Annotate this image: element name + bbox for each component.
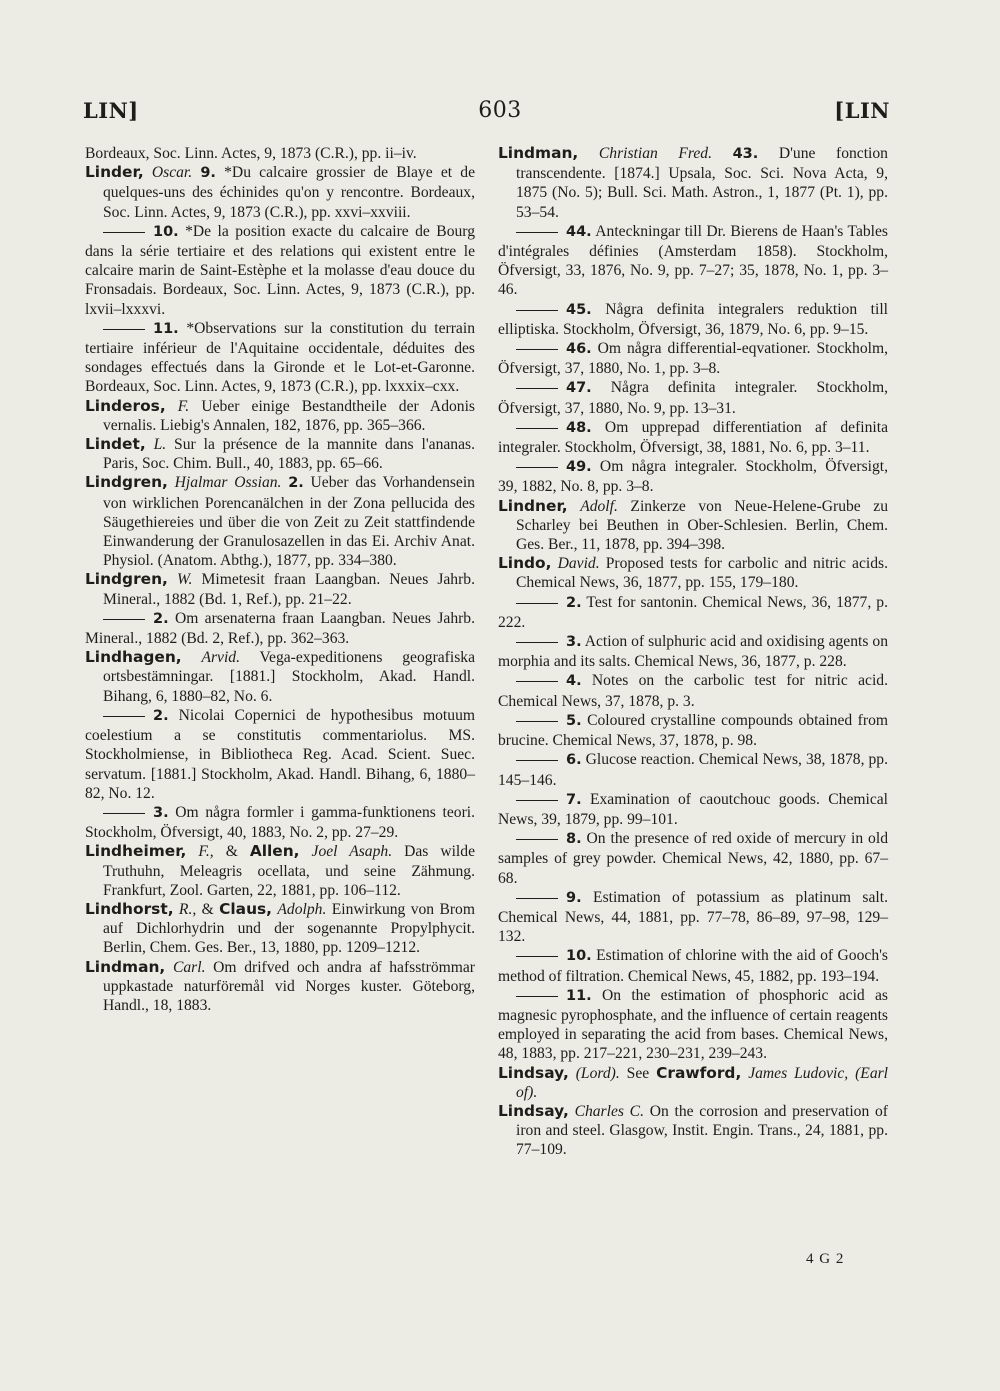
coauthor-given-name: Joel Asaph. bbox=[311, 843, 393, 861]
author-name: Linderos, bbox=[85, 396, 166, 415]
ditto-dash bbox=[516, 428, 558, 429]
ditto-dash bbox=[516, 349, 558, 350]
entry-number: 46. bbox=[566, 341, 592, 358]
entry-text: Om några differential-eqvationer. Stockholm, Öfversigt, 37, 1880, No. 1, pp. 3–8. bbox=[498, 340, 888, 378]
entry-number: 10. bbox=[566, 948, 592, 965]
entry-text: On the corrosion and preservation of iron and steel. Glasgow, Instit. Engin. Trans., 24, 1881, pp. 77–109. bbox=[516, 1102, 888, 1159]
entry-number: 7. bbox=[566, 791, 582, 808]
coauthor-name: Claus, bbox=[219, 899, 273, 918]
author-name: Lindet, bbox=[85, 435, 146, 454]
entry-number: 5. bbox=[566, 712, 582, 729]
signature-mark: 4 G 2 bbox=[806, 1251, 845, 1267]
ditto-dash bbox=[516, 721, 558, 722]
bibliography-entry bbox=[85, 435, 475, 473]
author-given-name: (Lord). bbox=[575, 1064, 620, 1082]
ditto-dash bbox=[516, 956, 558, 957]
bibliography-entry bbox=[85, 609, 475, 648]
bibliography-entry bbox=[498, 671, 888, 710]
author-name: Lindo, bbox=[498, 554, 552, 573]
author-name: Lindhorst, bbox=[85, 899, 174, 918]
author-given-name: Arvid. bbox=[201, 649, 240, 667]
bibliography-entry bbox=[498, 829, 888, 888]
entry-text: Ueber das Vorhandensein von wirklichen Porencanälchen in der Zona pellucida des Säugethiereies und über die von Zeit zu Zeit stattfindende Einwanderung der Granulosazellen in das Ei. Archiv Anat. Physiol. (Anatom. Abthg.), 1877, pp. 334–380. bbox=[103, 474, 475, 570]
entry-text: *Observations sur la constitution du terrain tertiaire inférieur de l'Aquitaine occidentale, déduites des sondages effectués dans la Gironde et le Lot-et-Garonne. Bordeaux, Soc. Linn. Actes, 9, 1873 (C.R.), pp. lxxxix–cxx. bbox=[85, 319, 475, 396]
coauthor-given-name: Adolph. bbox=[277, 900, 327, 918]
cross-reference-name: Crawford, bbox=[656, 1063, 742, 1082]
entry-text: On the estimation of phosphoric acid as magnesic pyrophosphate, and the influence of certain reagents employed in separating the acid from bases. Chemical News, 48, 1883, pp. 217–221, 230–231, 239–243. bbox=[498, 986, 888, 1063]
author-name: Lindheimer, bbox=[85, 842, 187, 861]
entry-number: 47. bbox=[566, 380, 592, 397]
left-column bbox=[85, 144, 475, 1015]
author-name: Linder, bbox=[85, 163, 144, 182]
bibliography-entry bbox=[498, 593, 888, 632]
bibliography-entry bbox=[498, 1102, 888, 1160]
running-head-left: LIN] bbox=[83, 98, 139, 123]
ditto-dash bbox=[103, 619, 145, 620]
ditto-dash bbox=[516, 232, 558, 233]
ditto-dash bbox=[103, 232, 145, 233]
coauthor-name: Allen, bbox=[249, 842, 300, 861]
author-given-name: Oscar. bbox=[151, 164, 193, 182]
author-given-name: Carl. bbox=[172, 958, 206, 976]
entry-number: 11. bbox=[153, 320, 179, 337]
author-name: Lindgren, bbox=[85, 570, 168, 589]
entry-number: 9. bbox=[566, 889, 582, 906]
bibliography-entry bbox=[498, 339, 888, 378]
bibliography-entry bbox=[85, 144, 475, 163]
conjunction: & bbox=[213, 843, 250, 861]
ditto-dash bbox=[103, 716, 145, 717]
entry-number: 11. bbox=[566, 987, 592, 1004]
conjunction: & bbox=[196, 900, 220, 918]
bibliography-entry bbox=[498, 750, 888, 789]
right-column bbox=[498, 144, 888, 1160]
entry-number: 48. bbox=[566, 419, 592, 436]
entry-number: 49. bbox=[566, 459, 592, 476]
bibliography-entry bbox=[498, 144, 888, 222]
author-name: Lindgren, bbox=[85, 473, 168, 492]
entry-text: Några definita integraler. Stockholm, Öfversigt, 37, 1880, No. 9, pp. 13–31. bbox=[498, 379, 888, 417]
ditto-dash bbox=[516, 642, 558, 643]
entry-text: Sur la présence de la mannite dans l'ananas. Paris, Soc. Chim. Bull., 40, 1883, pp. 65–66. bbox=[103, 436, 475, 473]
author-given-name: F. bbox=[177, 397, 190, 415]
ditto-dash bbox=[516, 760, 558, 761]
ditto-dash bbox=[516, 996, 558, 997]
entry-number: 2. bbox=[288, 475, 304, 492]
bibliography-entry bbox=[498, 378, 888, 417]
entry-text: Om några formler i gamma-funktionens teori. Stockholm, Öfversigt, 40, 1883, No. 2, pp. 27–29. bbox=[85, 803, 475, 842]
bibliography-entry bbox=[85, 319, 475, 397]
bibliography-entry bbox=[85, 706, 475, 803]
entry-text: Anteckningar till Dr. Bierens de Haan's Tables d'intégrales définies (Amsterdam 1858). Stockholm, Öfversigt, 33, 1876, No. 9, pp. 7–27; 35, 1878, No. 1, pp. 3–46. bbox=[498, 222, 888, 299]
entry-number: 10. bbox=[153, 223, 179, 240]
entry-number: 8. bbox=[566, 831, 582, 848]
author-name: Lindner, bbox=[498, 496, 568, 515]
bibliography-entry bbox=[498, 457, 888, 496]
entry-text: Ueber einige Bestandtheile der Adonis vernalis. Liebig's Annalen, 182, 1876, pp. 365–366. bbox=[103, 397, 475, 434]
bibliography-entry bbox=[85, 570, 475, 608]
ditto-dash bbox=[516, 839, 558, 840]
author-given-name: Charles C. bbox=[574, 1102, 644, 1120]
entry-number: 44. bbox=[566, 223, 592, 240]
entry-text: Einwirkung von Brom auf Dichlorhydrin und der sogenannte Propylphycit. Berlin, Chem. Ges. Ber., 13, 1880, pp. 1209–1212. bbox=[103, 900, 475, 957]
bibliography-entry bbox=[498, 1064, 888, 1102]
bibliography-entry bbox=[85, 803, 475, 842]
entry-number: 3. bbox=[153, 804, 169, 821]
author-given-name: David. bbox=[557, 555, 600, 573]
ditto-dash bbox=[516, 800, 558, 801]
entry-number: 9. bbox=[200, 165, 216, 182]
entry-text: See bbox=[619, 1064, 657, 1082]
entry-text: Test for santonin. Chemical News, 36, 1877, p. 222. bbox=[498, 593, 888, 631]
entry-number: 2. bbox=[153, 707, 169, 724]
bibliography-entry bbox=[498, 497, 888, 555]
entry-number: 3. bbox=[566, 634, 582, 651]
ditto-dash bbox=[516, 388, 558, 389]
bibliography-entry bbox=[498, 632, 888, 671]
ditto-dash bbox=[516, 467, 558, 468]
bibliography-entry bbox=[498, 222, 888, 300]
entry-text: On the presence of red oxide of mercury in old samples of grey powder. Chemical News, 42, 1880, pp. 67–68. bbox=[498, 830, 888, 887]
page-number: 603 bbox=[478, 98, 522, 123]
author-name: Lindhagen, bbox=[85, 648, 182, 667]
entry-text: Bordeaux, Soc. Linn. Actes, 9, 1873 (C.R.), pp. ii–iv. bbox=[85, 145, 417, 162]
entry-number: 6. bbox=[566, 752, 582, 769]
entry-text: Mimetesit fraan Laangban. Neues Jahrb. Mineral., 1882 (Bd. 1, Ref.), pp. 21–22. bbox=[103, 571, 475, 608]
ditto-dash bbox=[516, 603, 558, 604]
author-given-name: Hjalmar Ossian. bbox=[174, 474, 282, 492]
entry-number: 43. bbox=[732, 146, 759, 162]
entry-text: Om drifved och andra af hafsströmmar uppkastade naturföremål vid Norges kuster. Göteborg, Handl., 18, 1883. bbox=[103, 958, 475, 1014]
author-name: Lindman, bbox=[498, 144, 579, 162]
entry-text: Examination of caoutchouc goods. Chemical News, 39, 1879, pp. 99–101. bbox=[498, 790, 888, 828]
ditto-dash bbox=[103, 813, 145, 814]
entry-text: Några definita integralers reduktion till elliptiska. Stockholm, Öfversigt, 36, 1879, No. 6, pp. 9–15. bbox=[498, 300, 888, 338]
entry-text: Vega-expeditionens geografiska ortsbestämningar. [1881.] Stockholm, Akad. Handl. Bihang, 6, 1880–82, No. 6. bbox=[103, 649, 475, 705]
author-name: Lindman, bbox=[85, 957, 166, 976]
entry-text: Om upprepad differentiation af definita integraler. Stockholm, Öfversigt, 38, 1881, No. 6, pp. 3–11. bbox=[498, 418, 888, 457]
author-given-name: F., bbox=[198, 843, 214, 861]
entry-number: 2. bbox=[153, 610, 169, 627]
author-given-name: W. bbox=[176, 571, 193, 589]
bibliography-entry bbox=[85, 163, 475, 222]
entry-text: Action of sulphuric acid and oxidising agents on morphia and its salts. Chemical News, 36, 1877, p. 228. bbox=[498, 633, 888, 671]
entry-text: Glucose reaction. Chemical News, 38, 1878, pp. 145–146. bbox=[498, 751, 888, 789]
author-name: Lindsay, bbox=[498, 1063, 569, 1082]
entry-text: Estimation of potassium as platinum salt. Chemical News, 44, 1881, pp. 77–78, 86–89, 97–98, 129–132. bbox=[498, 888, 888, 946]
author-given-name: Christian Fred. bbox=[598, 145, 713, 162]
ditto-dash bbox=[516, 681, 558, 682]
bibliography-entry bbox=[498, 946, 888, 985]
bibliography-entry bbox=[498, 554, 888, 592]
bibliography-entry bbox=[498, 790, 888, 829]
entry-text: Coloured crystalline compounds obtained from brucine. Chemical News, 37, 1878, p. 98. bbox=[498, 711, 888, 750]
bibliography-entry bbox=[85, 222, 475, 319]
author-given-name: R., bbox=[178, 900, 197, 918]
ditto-dash bbox=[103, 329, 145, 330]
bibliography-entry bbox=[498, 418, 888, 457]
entry-text: *De la position exacte du calcaire de Bourg dans la série tertiaire et des relations qui existent entre le calcaire marin de Saint-Estèphe et la molasse d'eau douce du Fronsadais. Bordeaux, Soc. Linn. Actes, 9, 1873 (C.R.), pp. lxvii–lxxxvi. bbox=[85, 222, 475, 318]
bibliography-entry bbox=[498, 986, 888, 1064]
bibliography-entry bbox=[498, 888, 888, 947]
ditto-dash bbox=[516, 898, 558, 899]
entry-text: Om några integraler. Stockholm, Öfversigt, 39, 1882, No. 8, pp. 3–8. bbox=[498, 458, 888, 496]
bibliography-entry bbox=[85, 900, 475, 958]
entry-text: Nicolai Copernici de hypothesibus motuum coelestium a se constitutis commentariolus. MS. Stockholmiense, in Bibliotheca Reg. Acad. Scient. Suec. servatum. [1881.] Stockholm, Akad. Handl. Bihang, 6, 1880–82, No. 12. bbox=[85, 706, 475, 802]
bibliography-entry bbox=[85, 397, 475, 435]
bibliography-entry bbox=[85, 473, 475, 570]
cross-reference-given: James Ludovic, (Earl of). bbox=[516, 1064, 889, 1101]
bibliography-entry bbox=[498, 711, 888, 750]
bibliography-entry bbox=[85, 958, 475, 1016]
bibliography-entry bbox=[85, 842, 475, 900]
bibliography-entry bbox=[85, 648, 475, 706]
entry-text: D'une fonction transcendente. [1874.] Upsala, Soc. Sci. Nova Acta, 9, 1875 (No. 5); Bull. Sci. Math. Astron., 1, 1877 (Pt. 1), pp. 53–54. bbox=[516, 145, 888, 221]
author-name: Lindsay, bbox=[498, 1101, 569, 1120]
bibliography-entry bbox=[498, 300, 888, 339]
entry-number: 4. bbox=[566, 673, 582, 690]
running-head-right: [LIN bbox=[834, 98, 890, 123]
ditto-dash bbox=[516, 310, 558, 311]
entry-text: Estimation of chlorine with the aid of Gooch's method of filtration. Chemical News, 45, 1882, pp. 193–194. bbox=[498, 947, 888, 985]
entry-text: Zinkerze von Neue-Helene-Grube zu Scharley bei Beuthen in Ober-Schlesien. Berlin, Chem. Ges. Ber., 11, 1878, pp. 394–398. bbox=[516, 497, 888, 554]
entry-number: 2. bbox=[566, 594, 582, 611]
entry-text: Proposed tests for carbolic and nitric acids. Chemical News, 36, 1877, pp. 155, 179–180. bbox=[516, 555, 888, 592]
entry-number: 45. bbox=[566, 301, 592, 318]
author-given-name: L. bbox=[153, 436, 167, 454]
author-given-name: Adolf. bbox=[580, 497, 618, 515]
entry-text: *Du calcaire grossier de Blaye et de quelques-uns des échinides qu'on y rencontre. Bordeaux, Soc. Linn. Actes, 9, 1873 (C.R.), pp. xxvi–xxviii. bbox=[103, 164, 475, 221]
entry-text: Das wilde Truthuhn, Meleagris ocellata, und seine Zähmung. Frankfurt, Zool. Garten, 22, 1881, pp. 106–112. bbox=[103, 843, 475, 899]
entry-text: Notes on the carbolic test for nitric acid. Chemical News, 37, 1878, p. 3. bbox=[498, 672, 888, 710]
entry-text: Om arsenaterna fraan Laangban. Neues Jahrb. Mineral., 1882 (Bd. 2, Ref.), pp. 362–363. bbox=[85, 609, 475, 648]
